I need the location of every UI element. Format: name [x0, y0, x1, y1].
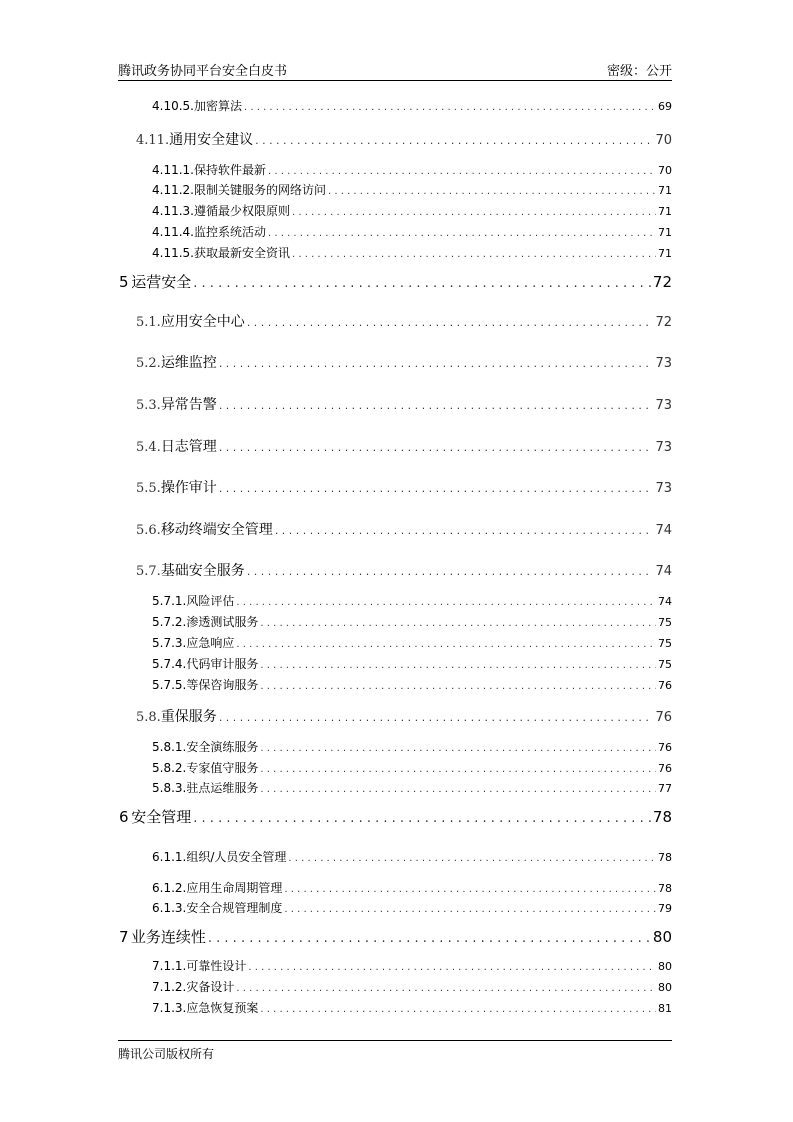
toc-entry-6[interactable] — [119, 810, 672, 825]
toc-title: 遵循最少权限原则 — [193, 204, 290, 218]
toc-number: 4.11.4. — [152, 225, 194, 239]
toc-entry-5-7-4[interactable] — [152, 658, 672, 671]
toc-page-number: 76 — [658, 679, 672, 692]
page-footer — [118, 1040, 672, 1062]
toc-page-number: 75 — [658, 616, 672, 629]
toc-title: 灾备设计 — [186, 980, 235, 994]
toc-leader — [288, 854, 656, 864]
toc-number: 5.7.4. — [152, 657, 187, 671]
toc-leader — [236, 598, 656, 608]
toc-leader — [292, 250, 656, 260]
toc-title: 安全合规管理制度 — [186, 901, 283, 915]
toc-leader — [219, 400, 654, 411]
toc-title: 专家值守服务 — [186, 761, 259, 775]
toc-leader — [247, 566, 654, 577]
toc-title: 保持软件最新 — [193, 163, 266, 177]
toc-title: 安全演练服务 — [186, 740, 259, 754]
toc-number: 6.1.3. — [152, 901, 187, 915]
toc-page-number: 76 — [658, 762, 672, 775]
toc-title: 重保服务 — [160, 709, 217, 725]
toc-page-number: 78 — [658, 882, 672, 895]
toc-entry-4-11-4[interactable] — [152, 226, 672, 239]
toc-page-number: 76 — [655, 710, 672, 725]
toc-entry-7-1-3[interactable] — [152, 1002, 672, 1015]
toc-number: 5.1. — [136, 315, 161, 330]
toc-number: 7 — [119, 928, 129, 946]
toc-leader — [260, 785, 656, 795]
copyright-text: 腾讯公司版权所有 — [118, 1047, 215, 1061]
toc-leader — [260, 765, 656, 775]
toc-page-number: 75 — [658, 637, 672, 650]
toc-page-number: 79 — [658, 902, 672, 915]
toc-number: 7.1.1. — [152, 959, 187, 973]
toc-page-number: 75 — [658, 658, 672, 671]
toc-entry-4-11-2[interactable] — [152, 184, 672, 197]
toc-title: 应急恢复预案 — [186, 1001, 259, 1015]
toc-page-number: 73 — [655, 481, 672, 496]
toc-title: 等保咨询服务 — [186, 678, 259, 692]
toc-entry-5-7-3[interactable] — [152, 637, 672, 650]
toc-number: 4.11.5. — [152, 246, 194, 260]
toc-page-number: 77 — [658, 782, 672, 795]
toc-page-number: 71 — [658, 226, 672, 239]
toc-title: 应用生命周期管理 — [186, 881, 283, 895]
toc-title: 应急响应 — [186, 636, 235, 650]
toc-entry-5-8-1[interactable] — [152, 741, 672, 754]
toc-number: 4.10.5. — [152, 99, 194, 113]
toc-page-number: 74 — [658, 595, 672, 608]
toc-page-number: 78 — [652, 808, 672, 826]
toc-page-number: 72 — [652, 273, 672, 291]
toc-title: 风险评估 — [186, 594, 235, 608]
toc-leader — [247, 317, 654, 328]
toc-title: 限制关键服务的网络访问 — [193, 183, 326, 197]
toc-entry-5-8[interactable] — [136, 710, 672, 724]
toc-entry-5[interactable] — [119, 275, 672, 290]
toc-page-number: 69 — [658, 100, 672, 113]
toc-title: 监控系统活动 — [193, 225, 266, 239]
toc-entry-6-1-3[interactable] — [152, 902, 672, 915]
toc-number: 5.7.5. — [152, 678, 187, 692]
toc-page-number: 81 — [658, 1002, 672, 1015]
toc-leader — [193, 812, 651, 825]
toc-number: 5.8.3. — [152, 781, 187, 795]
toc-leader — [284, 905, 656, 915]
toc-title: 驻点运维服务 — [186, 781, 259, 795]
toc-page-number: 74 — [655, 523, 672, 538]
toc-page-number: 80 — [658, 981, 672, 994]
toc-leader — [275, 525, 654, 536]
toc-entry-6-1-2[interactable] — [152, 882, 672, 895]
toc-title: 代码审计服务 — [186, 657, 259, 671]
toc-entry-5-7-5[interactable] — [152, 679, 672, 692]
toc-page-number: 80 — [658, 960, 672, 973]
toc-page-number: 70 — [658, 164, 672, 177]
toc-page-number: 73 — [655, 398, 672, 413]
toc-entry-7-1-1[interactable] — [152, 960, 672, 973]
toc-entry-5-6[interactable] — [136, 523, 672, 537]
toc-leader — [260, 682, 656, 692]
toc-entry-5-8-3[interactable] — [152, 782, 672, 795]
toc-entry-4-11[interactable] — [136, 133, 672, 147]
toc-leader — [268, 229, 656, 239]
toc-number: 5 — [119, 273, 129, 291]
toc-entry-7-1-2[interactable] — [152, 981, 672, 994]
toc-page-number: 73 — [655, 356, 672, 371]
toc-entry-5-5[interactable] — [136, 481, 672, 495]
toc-leader — [292, 208, 656, 218]
toc-number: 7.1.2. — [152, 980, 187, 994]
toc-entry-5-7[interactable] — [136, 564, 672, 578]
toc-leader — [260, 744, 656, 754]
toc-leader — [219, 442, 654, 453]
toc-page-number: 71 — [658, 184, 672, 197]
toc-entry-5-7-1[interactable] — [152, 595, 672, 608]
toc-entry-5-3[interactable] — [136, 398, 672, 412]
toc-leader — [268, 167, 656, 177]
toc-entry-4-11-3[interactable] — [152, 205, 672, 218]
toc-leader — [244, 103, 656, 113]
toc-page-number: 72 — [655, 315, 672, 330]
document-title: 腾讯政务协同平台安全白皮书 — [118, 64, 288, 79]
toc-number: 5.8.2. — [152, 761, 187, 775]
toc-title: 日志管理 — [160, 439, 217, 455]
toc-entry-7[interactable] — [119, 930, 672, 945]
toc-title: 渗透测试服务 — [186, 615, 259, 629]
toc-page-number: 71 — [658, 247, 672, 260]
toc-leader — [260, 661, 656, 671]
toc-number: 5.7.3. — [152, 636, 187, 650]
toc-page-number: 76 — [658, 741, 672, 754]
toc-page-number: 74 — [655, 564, 672, 579]
toc-title: 基础安全服务 — [160, 563, 245, 579]
toc-title: 操作审计 — [160, 480, 217, 496]
toc-page-number: 78 — [658, 851, 672, 864]
toc-leader — [328, 187, 656, 197]
toc-number: 4.11.2. — [152, 183, 194, 197]
toc-page-number: 70 — [655, 133, 672, 148]
toc-title: 移动终端安全管理 — [160, 522, 273, 538]
toc-number: 4.11.3. — [152, 204, 194, 218]
toc-entry-4-10-5[interactable] — [152, 100, 672, 113]
toc-number: 5.7.1. — [152, 594, 187, 608]
toc-number: 5.5. — [136, 481, 161, 496]
toc-entry-5-1[interactable] — [136, 315, 672, 329]
toc-leader — [208, 932, 651, 945]
toc-number: 6.1.1. — [152, 850, 187, 864]
toc-leader — [219, 483, 654, 494]
toc-title: 运营安全 — [131, 273, 192, 291]
toc-entry-5-4[interactable] — [136, 440, 672, 454]
toc-title: 加密算法 — [193, 99, 242, 113]
toc-number: 4.11.1. — [152, 163, 194, 177]
toc-title: 运维监控 — [160, 355, 217, 371]
toc-entry-6-1-1[interactable] — [152, 851, 672, 864]
toc-title: 获取最新安全资讯 — [193, 246, 290, 260]
toc-leader — [219, 712, 654, 723]
toc-entry-4-11-5[interactable] — [152, 247, 672, 260]
toc-title: 组织/人员安全管理 — [186, 850, 287, 864]
toc-number: 5.8. — [136, 710, 161, 725]
toc-number: 5.4. — [136, 440, 161, 455]
toc-leader — [193, 277, 651, 290]
toc-leader — [236, 984, 656, 994]
toc-number: 5.7.2. — [152, 615, 187, 629]
toc-number: 7.1.3. — [152, 1001, 187, 1015]
toc-leader — [284, 885, 656, 895]
toc-number: 5.6. — [136, 523, 161, 538]
toc-entry-5-7-2[interactable] — [152, 616, 672, 629]
toc-leader — [260, 619, 656, 629]
toc-title: 异常告警 — [160, 397, 217, 413]
toc-title: 可靠性设计 — [186, 959, 247, 973]
toc-entry-5-2[interactable] — [136, 356, 672, 370]
toc-title: 应用安全中心 — [160, 314, 245, 330]
toc-number: 4.11. — [136, 133, 170, 148]
toc-leader — [260, 1005, 656, 1015]
toc-number: 5.3. — [136, 398, 161, 413]
toc-number: 5.7. — [136, 564, 161, 579]
toc-number: 5.8.1. — [152, 740, 187, 754]
toc-leader — [255, 135, 653, 146]
toc-title: 业务连续性 — [130, 928, 206, 946]
toc-leader — [248, 963, 656, 973]
toc-number: 6.1.2. — [152, 881, 187, 895]
toc-leader — [219, 358, 654, 369]
toc-entry-5-8-2[interactable] — [152, 762, 672, 775]
toc-title: 安全管理 — [131, 808, 192, 826]
toc-page-number: 73 — [655, 440, 672, 455]
toc-title: 通用安全建议 — [169, 132, 254, 148]
toc-page-number: 80 — [652, 928, 672, 946]
toc-entry-4-11-1[interactable] — [152, 164, 672, 177]
toc-page-number: 71 — [658, 205, 672, 218]
toc-number: 5.2. — [136, 356, 161, 371]
toc-leader — [236, 640, 656, 650]
classification-label: 密级：公开 — [606, 64, 672, 79]
toc-number: 6 — [119, 808, 129, 826]
